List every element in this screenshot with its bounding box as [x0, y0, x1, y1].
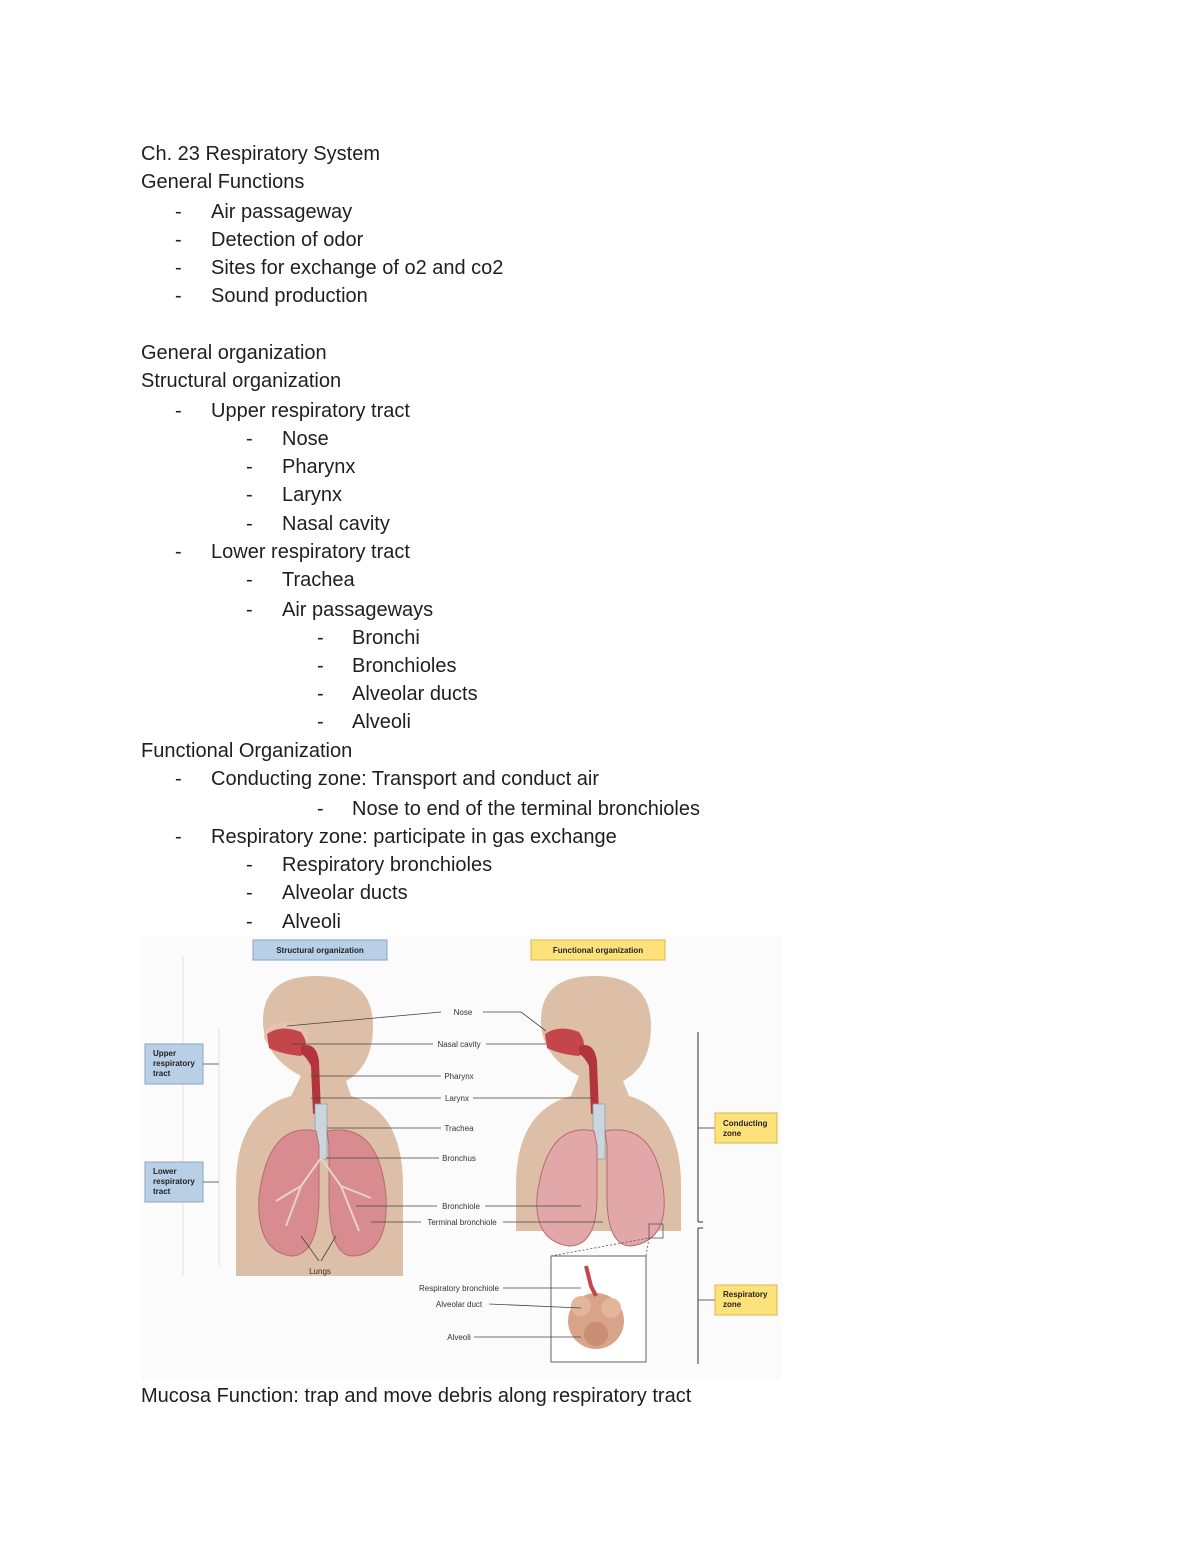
list-item: Pharynx	[282, 456, 356, 478]
bullet-dash: -	[317, 655, 324, 677]
list-item: Sound production	[211, 285, 368, 307]
lower-tract-line-1: Lower	[153, 1167, 177, 1176]
bullet-dash: -	[246, 428, 253, 450]
bullet-dash: -	[246, 854, 253, 876]
functional-header-label: Functional organization	[552, 946, 644, 955]
structural-header-label: Structural organization	[276, 946, 364, 955]
upper-tract-line-1: Upper	[153, 1049, 177, 1058]
bullet-dash: -	[175, 257, 182, 279]
conducting-zone-line-1: Conducting	[723, 1119, 768, 1128]
list-item: Bronchioles	[352, 655, 457, 677]
bullet-dash: -	[246, 911, 253, 933]
lower-tract-line-2: respiratory	[153, 1177, 195, 1186]
bullet-dash: -	[246, 599, 253, 621]
list-item: Alveoli	[352, 711, 411, 733]
label-respiratory-bronchiole: Respiratory bronchiole	[418, 1284, 500, 1293]
conducting-zone-item: Conducting zone: Transport and conduct air	[211, 768, 600, 790]
label-pharynx: Pharynx	[444, 1072, 474, 1081]
list-item: Nose	[282, 428, 329, 450]
respiratory-zone-line-2: zone	[723, 1300, 742, 1309]
bullet-dash: -	[246, 484, 253, 506]
list-item: Respiratory bronchioles	[282, 854, 493, 876]
bullet-dash: -	[175, 285, 182, 307]
list-item: Larynx	[282, 484, 343, 506]
list-item: Alveolar ducts	[282, 882, 408, 904]
label-larynx: Larynx	[444, 1094, 470, 1103]
lower-tract-line-3: tract	[153, 1187, 171, 1196]
label-nose: Nose	[453, 1008, 473, 1017]
list-item: Sites for exchange of o2 and co2	[211, 257, 504, 279]
bullet-dash: -	[246, 569, 253, 591]
respiratory-zone-line-1: Respiratory	[723, 1290, 768, 1299]
list-item: Alveolar ducts	[352, 683, 478, 705]
list-item: Bronchi	[352, 627, 420, 649]
label-bronchus: Bronchus	[442, 1154, 476, 1163]
respiratory-zone-item: Respiratory zone: participate in gas exchange	[211, 826, 617, 848]
bullet-dash: -	[246, 513, 253, 535]
label-bronchiole: Bronchiole	[442, 1202, 480, 1211]
bullet-dash: -	[175, 768, 182, 790]
list-item: Detection of odor	[211, 229, 364, 251]
list-item: Nose to end of the terminal bronchioles	[352, 798, 700, 820]
bullet-dash: -	[175, 541, 182, 563]
bullet-dash: -	[317, 711, 324, 733]
general-organization-heading: General organization	[141, 342, 327, 364]
bullet-dash: -	[246, 456, 253, 478]
general-functions-heading: General Functions	[141, 171, 305, 193]
list-item: Air passageways	[282, 599, 434, 621]
structural-organization-heading: Structural organization	[141, 370, 342, 392]
list-item: Alveoli	[282, 911, 341, 933]
bullet-dash: -	[175, 400, 182, 422]
bullet-dash: -	[317, 683, 324, 705]
bullet-dash: -	[246, 882, 253, 904]
document-title: Ch. 23 Respiratory System	[141, 143, 380, 165]
bullet-dash: -	[175, 229, 182, 251]
bullet-dash: -	[175, 826, 182, 848]
mucosa-function-text: Mucosa Function: trap and move debris along respiratory tract	[141, 1385, 692, 1407]
bullet-dash: -	[317, 627, 324, 649]
conducting-zone-box	[715, 1113, 777, 1143]
label-alveolar-duct: Alveolar duct	[435, 1300, 483, 1309]
lower-tract-item: Lower respiratory tract	[211, 541, 410, 563]
list-item: Nasal cavity	[282, 513, 390, 535]
list-item: Trachea	[282, 569, 355, 591]
label-lungs: Lungs	[309, 1267, 331, 1276]
conducting-zone-line-2: zone	[723, 1129, 742, 1138]
list-item: Air passageway	[211, 201, 353, 223]
label-terminal-bronchiole: Terminal bronchiole	[427, 1218, 497, 1227]
upper-tract-line-3: tract	[153, 1069, 171, 1078]
label-nasal-cavity: Nasal cavity	[437, 1040, 481, 1049]
respiratory-system-figure	[141, 936, 781, 1380]
functional-organization-heading: Functional Organization	[141, 740, 353, 762]
label-alveoli: Alveoli	[447, 1333, 471, 1342]
upper-tract-item: Upper respiratory tract	[211, 400, 410, 422]
bullet-dash: -	[175, 201, 182, 223]
label-trachea: Trachea	[444, 1124, 474, 1133]
upper-tract-line-2: respiratory	[153, 1059, 195, 1068]
bullet-dash: -	[317, 798, 324, 820]
